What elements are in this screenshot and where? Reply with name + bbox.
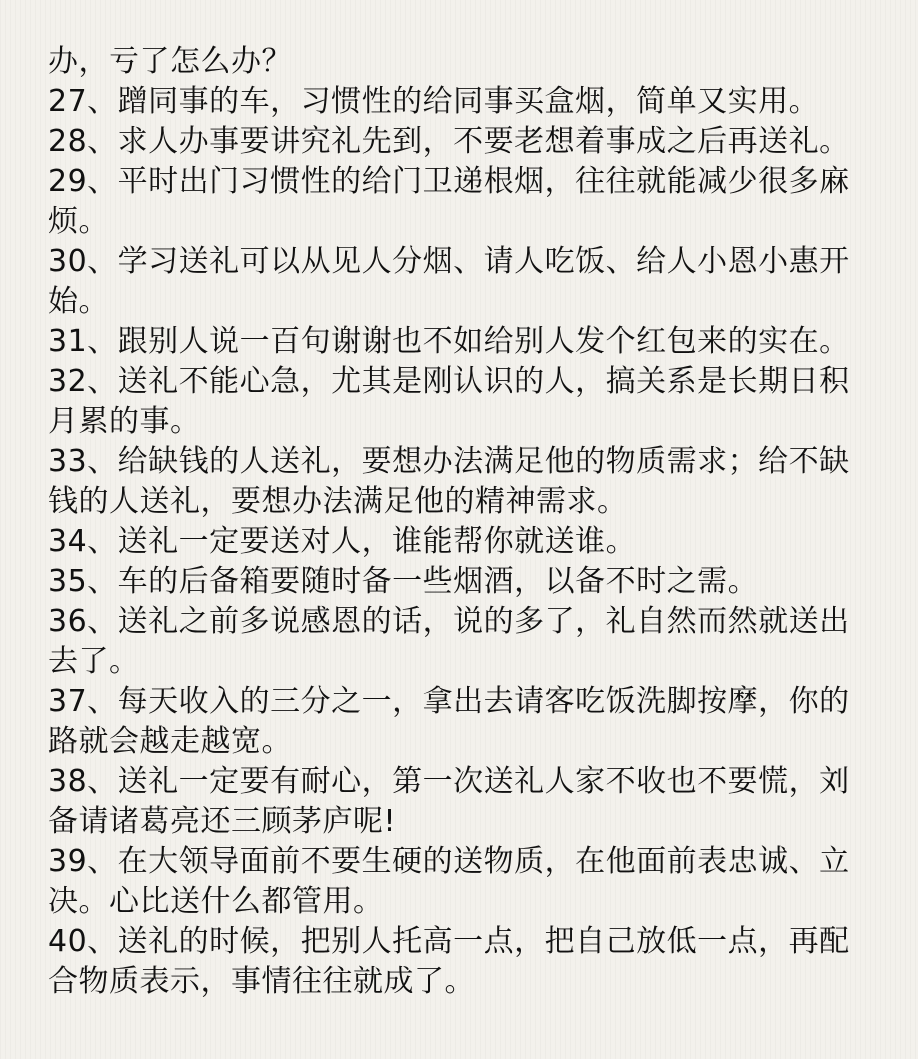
text-line: 备请诸葛亮还三顾茅庐呢! xyxy=(48,804,397,839)
text-line: 钱的人送礼，要想办法满足他的精神需求。 xyxy=(48,484,628,519)
text-line: 30、学习送礼可以从见人分烟、请人吃饭、给人小恩小惠开 xyxy=(48,244,850,279)
text-line: 烦。 xyxy=(48,204,109,239)
text-line: 月累的事。 xyxy=(48,404,201,439)
text-line: 始。 xyxy=(48,284,109,319)
text-line: 39、在大领导面前不要生硬的送物质，在他面前表忠诚、立 xyxy=(48,844,850,879)
text-line: 36、送礼之前多说感恩的话，说的多了，礼自然而然就送出 xyxy=(48,604,850,639)
text-line: 决。心比送什么都管用。 xyxy=(48,884,384,919)
text-line: 27、蹭同事的车，习惯性的给同事买盒烟，简单又实用。 xyxy=(48,84,820,119)
text-line: 29、平时出门习惯性的给门卫递根烟，往往就能减少很多麻 xyxy=(48,164,850,199)
text-line: 33、给缺钱的人送礼，要想办法满足他的物质需求；给不缺 xyxy=(48,444,850,479)
text-line: 28、求人办事要讲究礼先到，不要老想着事成之后再送礼。 xyxy=(48,124,850,159)
text-line: 32、送礼不能心急，尤其是刚认识的人，搞关系是长期日积 xyxy=(48,364,850,399)
text-line: 40、送礼的时候，把别人托高一点，把自己放低一点，再配 xyxy=(48,924,850,959)
text-line: 31、跟别人说一百句谢谢也不如给别人发个红包来的实在。 xyxy=(48,324,850,359)
text-line: 合物质表示，事情往往就成了。 xyxy=(48,964,475,999)
text-line: 37、每天收入的三分之一，拿出去请客吃饭洗脚按摩，你的 xyxy=(48,684,850,719)
text-line: 38、送礼一定要有耐心，第一次送礼人家不收也不要慌，刘 xyxy=(48,764,850,799)
text-line: 35、车的后备箱要随时备一些烟酒，以备不时之需。 xyxy=(48,564,759,599)
text-line: 路就会越走越宽。 xyxy=(48,724,292,759)
text-line: 34、送礼一定要送对人，谁能帮你就送谁。 xyxy=(48,524,637,559)
text-line: 去了。 xyxy=(48,644,140,679)
text-line: 办，亏了怎么办？ xyxy=(48,44,292,79)
